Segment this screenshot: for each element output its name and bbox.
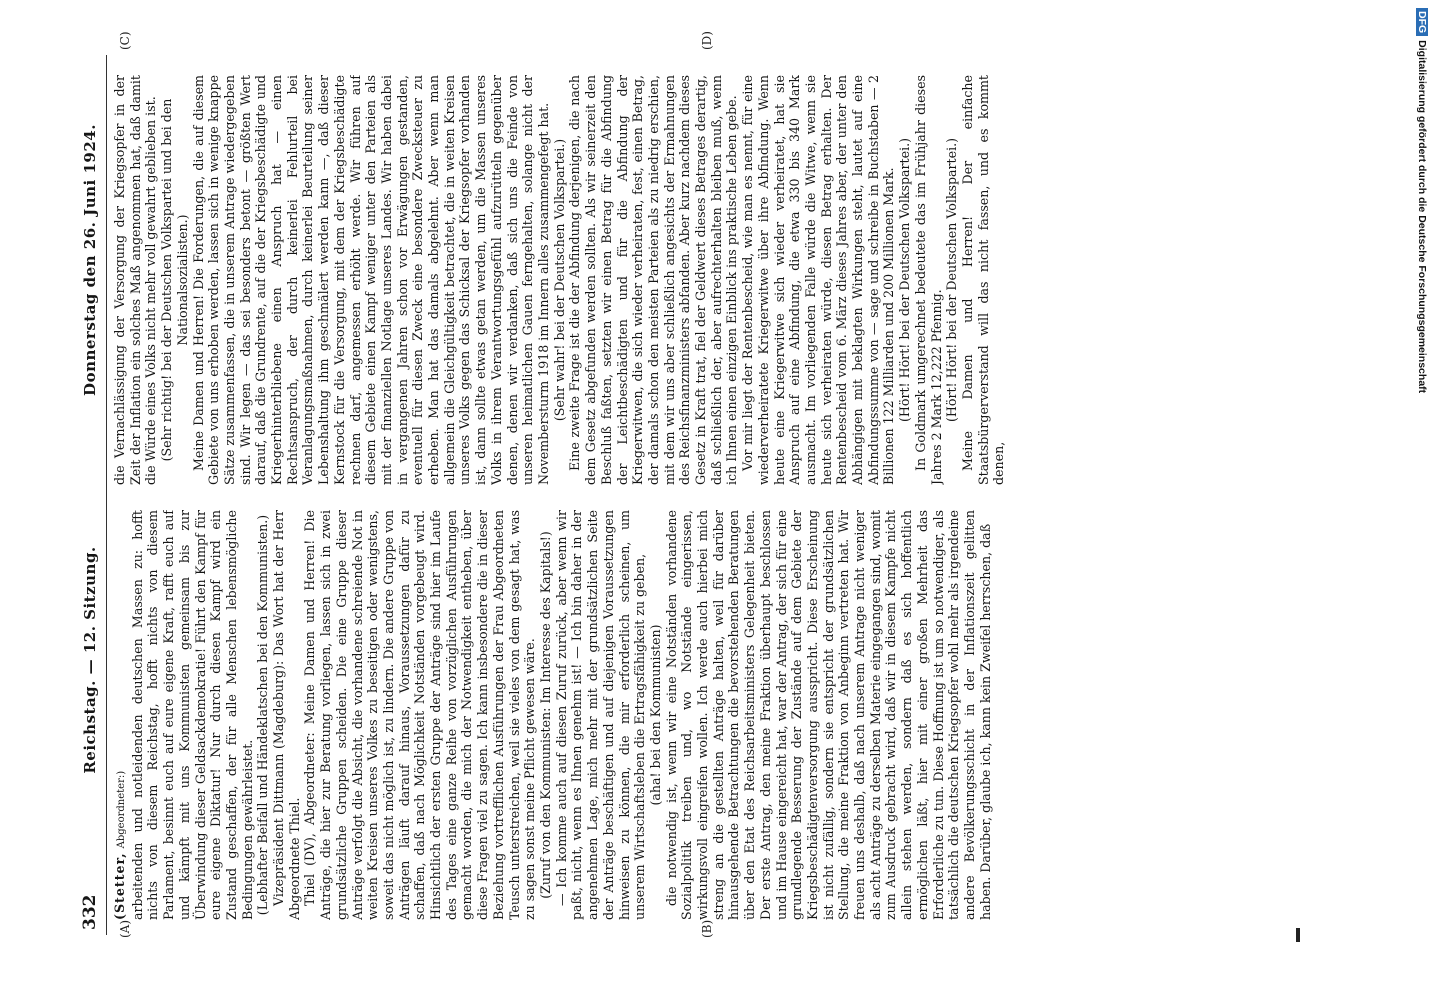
marker-a: (A) [118,919,132,938]
paragraph: — Ich komme auch auf diesen Zuruf zurück, aber wenn wir paßt, nicht, wenn es Ihnen genehm ist! — Ich bin daher in der angenehmen Lage, mich mehr mit der grundsätzlichen Seite der Anträge beschäftigen und auf diejenigen Voraussetzungen hinweisen zu können, die mir erforderlich scheinen, um unserem Wirtschaftsleben die Ertragsfähigkeit zu geben, [553,510,648,920]
header-session: Reichstag. — 12. Sitzung. [81,546,99,774]
speaker-role: Abgeordneter:) [116,770,127,849]
interjection: (aha! bei den Kommunisten) [647,624,663,806]
header-date: Donnerstag den 26. Juni 1924. [81,124,99,396]
marker-c: (C) [118,31,132,50]
interjection: (Hört! Hört! bei der Deutschen Volkspartei.) [897,137,913,423]
dfg-credit [1412,8,1432,988]
paragraph: Vizepräsident Dittmann (Magdeburg): Das Wort hat der Herr Abgeordnete Thiel. [271,510,302,920]
paragraph: die Vernachlässigung der Versorgung der Kriegsopfer in der Zeit der Inflation ein solches Maß angenommen hat, daß damit die Würde eines Volks nicht mehr voll gewahrt geblieben ist. [112,75,159,485]
interjection: (Lebhafter Beifall und Händeklatschen bei den Kommunisten.) [255,514,271,916]
interjection: (Sehr richtig! bei der Deutschen Volkspartei und bei den Nationalsozialisten.) [159,98,190,462]
dfg-credit-text: Digitalisierung gefördert durch die Deutsche Forschungsgemeinschaft [1416,40,1428,394]
dfg-logo: DFG [1416,8,1428,36]
interjection: (Zuruf von den Kommunisten: Im Interesse des Kapitals!) [537,531,553,899]
paragraph: Thiel (DV), Abgeordneter: Meine Damen und Herren! Die Anträge, die hier zur Beratung vorliegen, lassen sich in zwei grundsätzliche Gruppen scheiden. Die eine Gruppe dieser Anträge verfolgt die Absicht, die vorhandene schreiende Not in weiten Kreisen unseres Volkes zu beseitigen oder wenigstens, soweit das nicht möglich ist, zu lindern. Die andere Gruppe von Anträgen läuft darauf hinaus, Voraussetzungen dafür zu schaffen, daß nach Möglichkeit Notständen vorgebeugt wird. Hinsichtlich der ersten Gruppe der Anträge sind hier im Laufe des Tages eine ganze Reihe von vorzüglichen Ausführungen gemacht worden, die mich der Notwendigkeit entheben, über diese Fragen viel zu sagen. Ich kann insbesondere die in dieser Beziehung vortrefflichen Ausführungen der Frau Abgeordneten Teusch unterstreichen, weil sie vieles von dem gesagt hat, was zu sagen sonst meine Pflicht gewesen wäre. [302,510,538,920]
paragraph: Vor mir liegt der Rentenbescheid, wie man es nennt, für eine wiederverheiratete Kriegerwitwe über ihre Abfindung. Wenn heute eine Kriegerwitwe sich wieder verheiratet, hat sie Anspruch auf eine Abfindung, die etwa 330 bis 340 Mark ausmacht. Im vorliegenden Falle würde die Witwe, wenn sie heute sich verheiraten würde, diesen Betrag erhalten. Der Rentenbescheid vom 6. März dieses Jahres aber, der unter den Abhängigen mit beklagten Wirkungen steht, lautet auf eine Abfindungssumme von — sage und schreibe in Buchstaben — 2 Billionen 122 Milliarden und 200 Millionen Mark. [740,75,897,485]
speaker-stetter: (Stetter, [112,852,127,920]
interjection: (Sehr wahr! bei der Deutschen Volkspartei.) [551,138,567,422]
marker-b: (B) [700,919,714,938]
column-left [112,510,1272,920]
page-header [80,60,102,930]
paragraph: In Goldmark umgerechnet bedeutete das im Frühjahr dieses Jahres 2 Mark 12,222 Pfennig. [912,75,944,485]
header-rule [106,55,107,935]
column-right [112,75,1272,485]
paragraph: Meine Damen und Herren! Der einfache Staatsbürgerverstand will das nicht fassen, und es kommt denen, [959,75,1007,485]
paragraph: Eine zweite Frage ist die der Abfindung derjenigen, die nach dem Gesetz abgefunden werden sollten. Als wir seinerzeit den Beschluß faßten, setzten wir einen Betrag für die Abfindung der Leichtbeschädigten und für die Abfindung der Kriegerwitwen, die sich wieder verheiraten, fest, einen Betrag, der damals schon den meisten Parteien als zu niedrig erschien, mit dem wir uns aber schließlich angesichts der Ermahnungen des Reichsfinanzministers abfanden. Aber kurz nachdem dieses Gesetz in Kraft trat, fiel der Geldwert dieses Betrages derartig, daß schließlich der, aber aufrechterhalten bleiben muß, wenn ich Ihnen einen einzigen Einblick ins praktische Leben gebe. [567,75,740,485]
paragraph: arbeitenden und notleidenden deutschen Massen zu: hofft nichts von diesem Reichstag, hofft nichts von diesem Parlament, besinnt euch auf eure eigene Kraft, rafft euch auf und kämpft mit uns Kommunisten gemeinsam bis zur Überwindung dieser Geldsackdemokratie! Führt den Kampf für eure eigene Diktatur! Nur durch diesen Kampf wird ein Zustand geschaffen, der für alle Menschen lebensmögliche Bedingungen gewährleistet. [129,510,255,920]
page-number: 332 [80,894,100,930]
paragraph: Meine Damen und Herren! Die Forderungen, die auf diesem Gebiete von uns erhoben werden, lassen sich in wenige knappe Sätze zusammenfassen, die in unserem Antrage wiedergegeben sind. Wir legen — das sei besonders betont — größten Wert darauf, daß die Grundrente, auf die der Kriegsbeschädigte und Kriegerhinterbliebene einen Anspruch hat — einen Rechtsanspruch, der durch keinerlei Fehlurteil bei Veranlagungsmaßnahmen, durch keinerlei Beurteilung seiner Lebenshaltung ihm geschmälert werden kann —, daß dieser Kernstock für die Versorgung, mit dem der Kriegsbeschädigte rechnen darf, angemessen erhöht werde. Wir führen auf diesem Gebiete einen Kampf weniger unter den Parteien als mit der finanziellen Notlage unseres Landes. Wir haben dabei in vergangenen Jahren schon vor Erwägungen gestanden, eventuell für diesen Zweck eine besondere Zwecksteuer zu erheben. Man hat das damals abgelehnt. Aber wenn man allgemein die Gleichgültigkeit betrachtet, die in weiten Kreisen unseres Volks gegen das Schicksal der Kriegsopfer vorhanden ist, dann sollte etwas getan werden, um die Massen unseres Volks in ihrem Verantwortungsgefühl aufzurütteln gegenüber denen, denen wir verdanken, daß sich uns die Feinde von unseren heimatlichen Gauen ferngehalten, solange nicht der Novembersturm 1918 im Innern alles zusammengefegt hat. [190,75,551,485]
interjection: (Hört! Hört! bei der Deutschen Volkspartei.) [944,137,960,423]
marker-d: (D) [700,31,714,50]
paragraph: die notwendig ist, wenn wir eine Notständen vorhandene Sozialpolitik treiben und, wo Notstände eingerissen, wirkungsvoll eingreifen wollen. Ich werde auch hierbei mich streng an die gestellten Anträge halten, weil für darüber hinausgehende Betrachtungen die bevorstehenden Beratungen über den Etat des Reichsarbeitsministers Gelegenheit bieten. Der erste Antrag, den meine Fraktion überhaupt beschlossen und im Hause eingereicht hat, war der Antrag, der sich für eine grundlegende Besserung der Zustände auf dem Gebiete der Kriegsbeschädigtenversorgung ausspricht. Diese Erscheinung ist nicht zufällig, sondern sie entspricht der grundsätzlichen Stellung, die meine Fraktion von Anbeginn vertreten hat. Wir freuen uns deshalb, daß nach unserem Antrage nicht weniger als acht Anträge zu derselben Materie eingegangen sind, womit zum Ausdruck gebracht wird, daß wir in diesem Kampfe nicht allein stehen werden, sondern daß es sich hoffentlich ermöglichen läßt, hier mit einer großen Mehrheit das Erforderliche zu tun. Diese Hoffnung ist um so notwendiger, als tatsächlich die deutschen Kriegsopfer wohl mehr als irgendeine andere Bevölkerungsschicht in der Inflationszeit gelitten haben. Darüber, glaube ich, kann kein Zweifel herrschen, daß [663,510,993,920]
